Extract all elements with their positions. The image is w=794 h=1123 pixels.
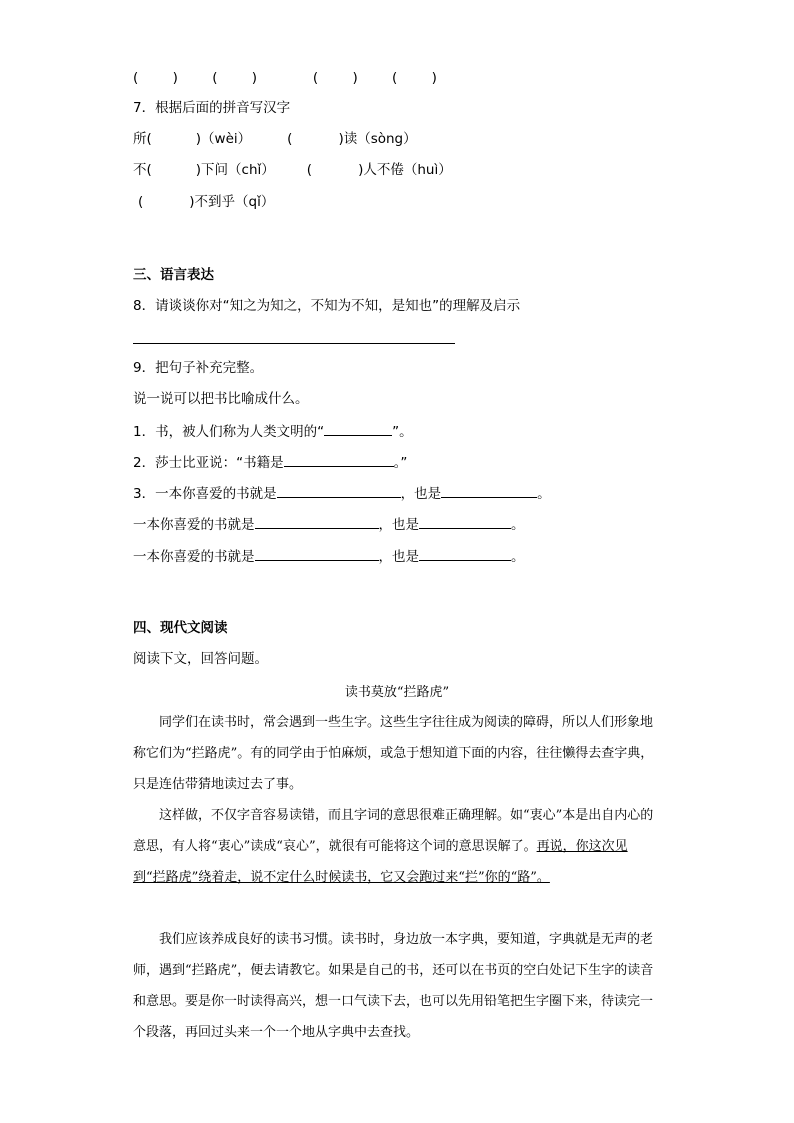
q9-s5-blank-1[interactable] bbox=[255, 546, 379, 561]
q9-s1-a: 1．书，被人们称为人类文明的“ bbox=[133, 424, 325, 440]
q9-s3-b: ，也是 bbox=[400, 486, 442, 502]
q9-s1-b: ”。 bbox=[392, 424, 413, 440]
q9-s3-blank-2[interactable] bbox=[441, 483, 537, 498]
q9-s4-b: ，也是 bbox=[378, 517, 419, 533]
article-title: 读书莫放“拦路虎” bbox=[344, 685, 450, 700]
q9-s2-blank[interactable] bbox=[284, 452, 394, 467]
q7-row-2 bbox=[133, 161, 452, 179]
q9-s4 bbox=[133, 514, 525, 534]
q9-s2-a: 2．莎士比亚说：“书籍是 bbox=[133, 455, 284, 471]
q7-row-3 bbox=[138, 193, 274, 211]
q9-s3 bbox=[133, 483, 551, 503]
q6-brackets: ( ) ( ) ( ) ( ) bbox=[133, 70, 437, 86]
q9-s5-a: 一本你喜爱的书就是 bbox=[133, 549, 255, 565]
paragraph-3-text: 我们应该养成良好的读书习惯。读书时，身边放一本字典，要知道，字典就是无声的老师，遇到“拦路虎”，便去请教它。如果是自己的书，还可以在书页的空白处记下生字的读音和意思。要是你一时读得高兴，想一口气读下去，也可以先用铅笔把生字圈下来，待读完一个段落，再回过头来一个一个地从字典中去查找。 bbox=[133, 932, 654, 1040]
q7-r2-b: )下问（chǐ） bbox=[195, 162, 275, 178]
q7-r1-c: ( bbox=[287, 131, 293, 147]
q9-s4-c: 。 bbox=[511, 517, 525, 533]
paragraph-2-text: 这样做，不仅字音容易读错，而且字词的意思很难正确理解。如“衷心”本是出自内心的意思，有人将“衷心”读成“哀心”，就很有可能将这个词的意思误解了。 bbox=[133, 808, 654, 854]
q7-r1-a: 所( bbox=[133, 131, 152, 147]
q8-answer-line[interactable] bbox=[133, 343, 455, 344]
q9-s4-a: 一本你喜爱的书就是 bbox=[133, 517, 255, 533]
q9-s3-c: 。 bbox=[537, 486, 551, 502]
q9-s5-c: 。 bbox=[511, 549, 525, 565]
q7-r1-b: )（wèi） bbox=[195, 131, 252, 147]
q7-row-1 bbox=[133, 130, 417, 148]
q9-prompt: 说一说可以把书比喻成什么。 bbox=[133, 391, 309, 407]
paragraph-1-text: 同学们在读书时，常会遇到一些生字。这些生字往往成为阅读的障碍，所以人们形象地称它们为“拦路虎”。有的同学由于怕麻烦，或急于想知道下面的内容，往往懒得去查字典，只是连估带猜地读过去了事。 bbox=[133, 715, 654, 792]
paragraph-2-underlined: 再说，你这次见到“拦路虎”绕着走，说不定什么时候读书，它又会跑过来“拦”你的“路”。 bbox=[133, 839, 628, 885]
q7-title: 7．根据后面的拼音写汉字 bbox=[133, 100, 291, 116]
q9-s4-blank-1[interactable] bbox=[255, 514, 379, 529]
section-3-title: 三、语言表达 bbox=[133, 267, 214, 283]
q9-text: 9．把句子补充完整。 bbox=[133, 360, 264, 376]
q8-text: 8．请谈谈你对“知之为知之，不知为不知，是知也”的理解及启示 bbox=[133, 298, 521, 314]
q9-s1-blank[interactable] bbox=[324, 421, 392, 436]
q7-r1-d: )读（sòng） bbox=[338, 131, 417, 147]
section-4-title: 四、现代文阅读 bbox=[133, 620, 228, 636]
q9-s5-b: ，也是 bbox=[378, 549, 419, 565]
reading-instruction: 阅读下文，回答问题。 bbox=[133, 651, 268, 667]
q9-s2-b: 。” bbox=[393, 455, 408, 471]
article-paragraph-3 bbox=[133, 924, 658, 1048]
q9-s3-a: 3．一本你喜爱的书就是 bbox=[133, 486, 277, 502]
q7-r3-b: )不到乎（qǐ） bbox=[189, 194, 275, 210]
q7-r2-a: 不( bbox=[133, 162, 152, 178]
q7-r2-d: )人不倦（huì） bbox=[358, 162, 452, 178]
q7-r2-c: ( bbox=[306, 162, 313, 178]
q9-s4-blank-2[interactable] bbox=[419, 514, 511, 529]
q9-s5-blank-2[interactable] bbox=[419, 546, 511, 561]
article-paragraph-1 bbox=[133, 707, 658, 800]
q9-s3-blank-1[interactable] bbox=[277, 483, 401, 498]
article-paragraph-2 bbox=[133, 800, 658, 893]
q9-s1 bbox=[133, 421, 413, 441]
q9-s2 bbox=[133, 452, 407, 472]
q7-r3-a: ( bbox=[138, 194, 144, 210]
q9-s5 bbox=[133, 546, 525, 566]
